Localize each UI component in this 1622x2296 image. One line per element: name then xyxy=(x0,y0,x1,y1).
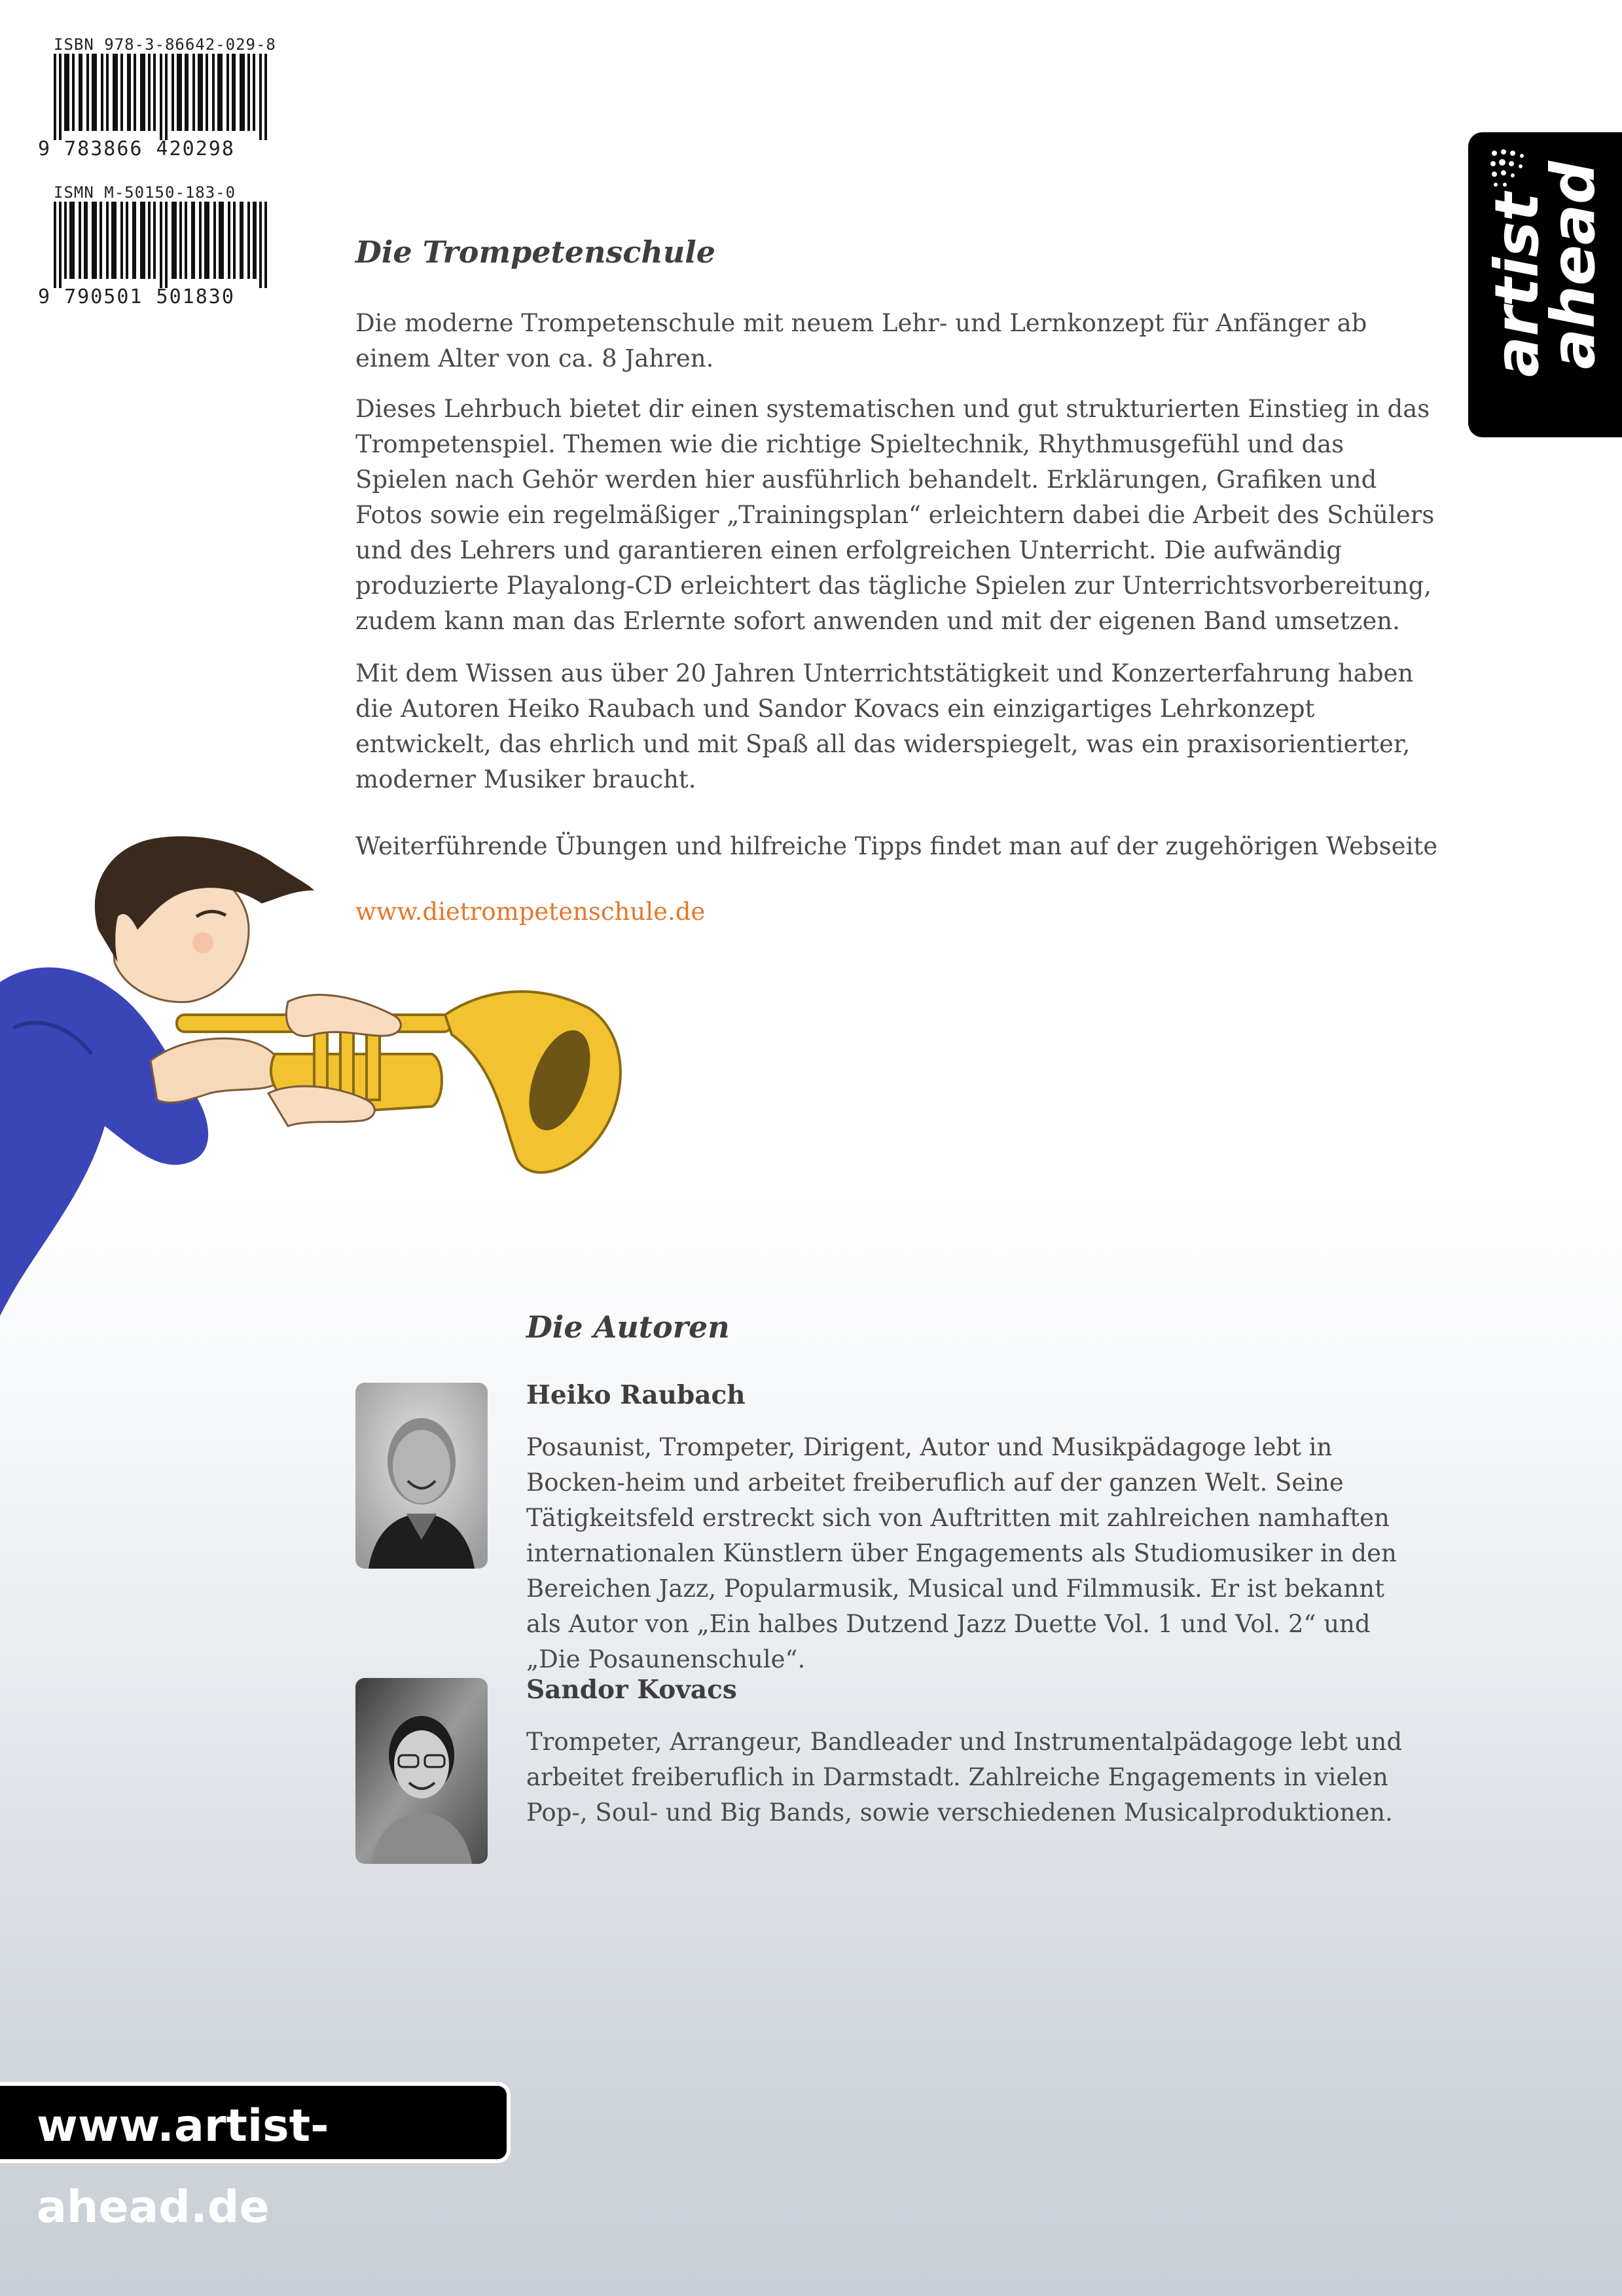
isbn-digits: 9 783866 420298 xyxy=(38,137,235,160)
author-name-sandor: Sandor Kovacs xyxy=(526,1675,737,1705)
trumpet-player-illustration xyxy=(0,818,628,1342)
ismn-digits: 9 790501 501830 xyxy=(38,285,235,308)
author-name-heiko: Heiko Raubach xyxy=(526,1380,746,1410)
intro-paragraph-3: Mit dem Wissen aus über 20 Jahren Unterrichtstätigkeit und Konzerterfahrung haben die Autoren Heiko Raubach und Sandor Kovacs ein einzigartiges Lehrkonzept entwickelt, das ehrlich und mit Spaß all das widerspiegelt, was ein praxisorientierter, moderner Musiker braucht. xyxy=(355,659,1414,793)
logo-line-artist: artist xyxy=(1481,192,1552,377)
intro-paragraph-4: Weiterführende Übungen und hilfreiche Tipps findet man auf der zugehörigen Webseite xyxy=(355,832,1438,860)
author-photo-heiko xyxy=(355,1383,488,1569)
ismn-barcode xyxy=(38,183,287,308)
isbn-barcode xyxy=(38,35,287,160)
author-photo-sandor xyxy=(355,1678,488,1864)
intro-paragraph-1: Die moderne Trompetenschule mit neuem Lehr- und Lernkonzept für Anfänger ab einem Alter von ca. 8 Jahren. xyxy=(355,309,1367,373)
portrait-image xyxy=(355,1383,488,1569)
authors-title: Die Autoren xyxy=(526,1309,730,1345)
logo-wordmark xyxy=(1481,161,1608,409)
ismn-caption: ISMN M-50150-183-0 xyxy=(54,183,236,202)
portrait-image xyxy=(355,1678,488,1864)
intro-title: Die Trompetenschule xyxy=(355,234,716,270)
website-link[interactable]: www.dietrompetenschule.de xyxy=(355,898,706,926)
author-bio-sandor: Trompeter, Arrangeur, Bandleader und Instrumentalpädagoge lebt und arbeitet freiberuflich in Darmstadt. Zahlreiche Engagements in vielen Pop-, Soul- und Big Bands, sowie verschiedenen Musicalproduktionen. xyxy=(526,1728,1403,1827)
isbn-bars xyxy=(54,54,276,140)
publisher-logo xyxy=(1468,132,1622,437)
isbn-caption: ISBN 978-3-86642-029-8 xyxy=(54,35,276,54)
ismn-bars xyxy=(54,202,276,288)
publisher-url-tab[interactable]: www.artist-ahead.de xyxy=(0,2082,511,2163)
logo-line-ahead: ahead xyxy=(1538,161,1608,369)
author-bio-heiko: Posaunist, Trompeter, Dirigent, Autor und Musikpädagoge lebt in Bocken-heim und arbeitet freiberuflich auf der ganzen Welt. Seine Tätigkeitsfeld erstreckt sich von Auftritten mit zahlreichen namhaften internationalen Künstlern über Engagements als Studiomusiker in den Bereichen Jazz, Popularmusik, Musical und Filmmusik. Er ist bekannt als Autor von „Ein halbes Dutzend Jazz Duette Vol. 1 und Vol. 2“ und „Die Posaunenschule“. xyxy=(526,1433,1397,1673)
intro-paragraph-2: Dieses Lehrbuch bietet dir einen systematischen und gut strukturierten Einstieg in das Trompetenspiel. Themen wie die richtige Spieltechnik, Rhythmusgefühl und das Spielen nach Gehör werden hier ausführlich behandelt. Erklärungen, Grafiken und Fotos sowie ein regelmäßiger „Trainingsplan“ erleichtern dabei die Arbeit des Schülers und des Lehrers und garantieren einen erfolgreichen Unterricht. Die aufwändig produzierte Playalong-CD erleichtert das tägliche Spielen zur Unterrichtsvorbereitung, zudem kann man das Erlernte sofort anwenden und mit der eigenen Band umsetzen. xyxy=(355,395,1435,635)
